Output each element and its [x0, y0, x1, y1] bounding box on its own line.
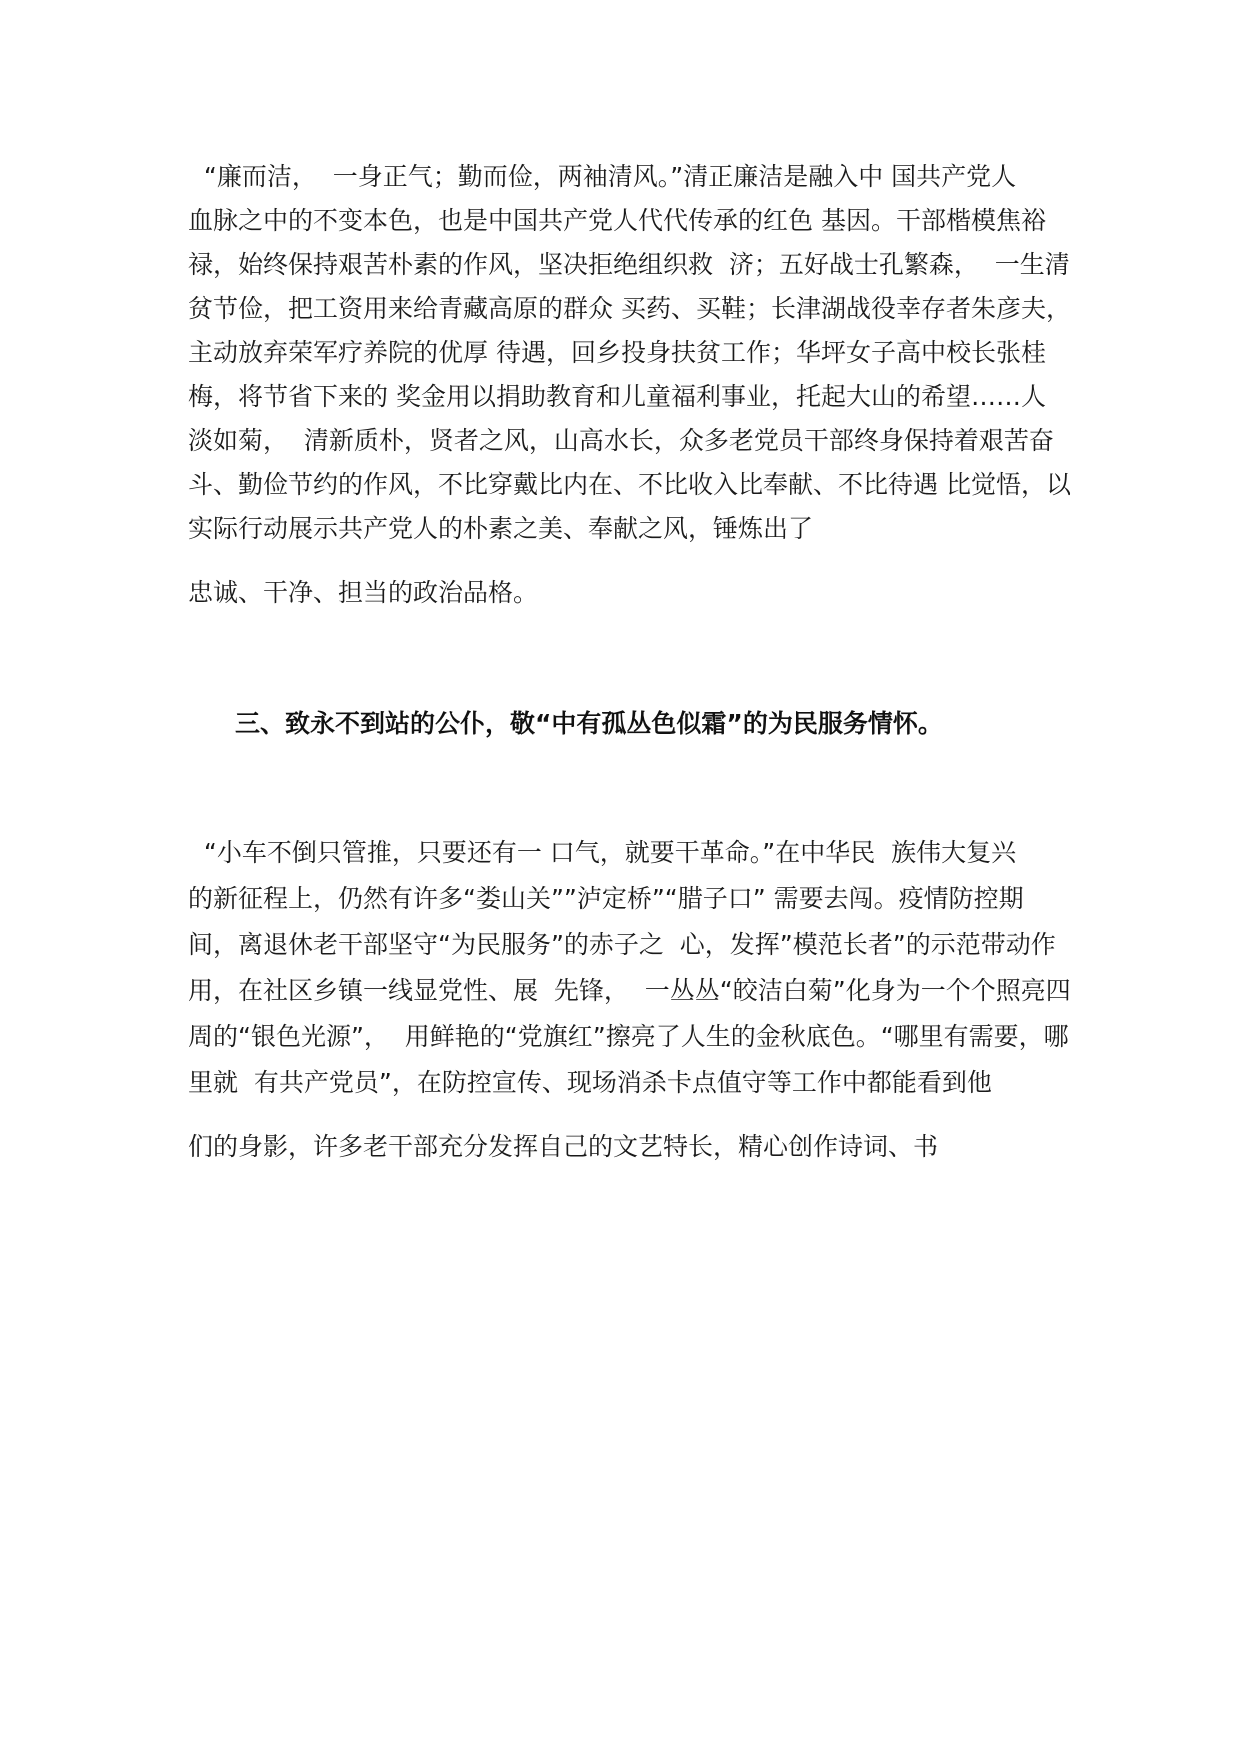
paragraph-2-line-4: 用，在社区乡镇一线显党性、展 先锋， 一丛丛“皎洁白菊”化身为一个个照亮四	[188, 976, 1071, 1005]
paragraph-1-line-8: 斗、勤俭节约的作风，不比穿戴比内在、不比收入比奉献、不比待遇 比觉悟，以	[188, 470, 1071, 499]
paragraph-2-line-2: 的新征程上，仍然有许多“娄山关””泸定桥”“腊子口” 需要去闯。疫情防控期	[188, 884, 1024, 913]
paragraph-2-line-5: 周的“银色光源”， 用鲜艳的“党旗红”擦亮了人生的金秋底色。“哪里有需要，哪	[188, 1022, 1069, 1051]
paragraph-1-line-4: 贫节俭，把工资用来给青藏高原的群众 买药、买鞋；长津湖战役幸存者朱彦夫，	[188, 294, 1071, 323]
paragraph-1-line-3: 禄，始终保持艰苦朴素的作风，坚决拒绝组织救 济；五好战士孔繁森， 一生清	[188, 250, 1070, 279]
paragraph-2-line-1: “小车不倒只管推，只要还有一 口气，就要干革命。”在中华民 族伟大复兴	[188, 838, 1017, 867]
paragraph-1-tail: 忠诚、干净、担当的政治品格。	[188, 578, 539, 607]
paragraph-2-line-3: 间，离退休老干部坚守“为民服务”的赤子之 心，发挥”模范长者”的示范带动作	[188, 930, 1056, 959]
paragraph-1-line-2: 血脉之中的不变本色，也是中国共产党人代代传承的红色 基因。干部楷模焦裕	[188, 206, 1046, 235]
section-heading-3: 三、致永不到站的公仆，敬“中有孤丛色似霜”的为民服务情怀。	[235, 709, 943, 738]
paragraph-1-line-6: 梅，将节省下来的 奖金用以捐助教育和儿童福利事业，托起大山的希望……人	[188, 382, 1046, 411]
paragraph-1-line-7: 淡如菊， 清新质朴，贤者之风，山高水长，众多老党员干部终身保持着艰苦奋	[188, 426, 1054, 455]
paragraph-1-line-1: “廉而洁， 一身正气；勤而俭，两袖清风。”清正廉洁是融入中 国共产党人	[188, 162, 1017, 191]
paragraph-1-line-5: 主动放弃荣军疗养院的优厚 待遇，回乡投身扶贫工作；华坪女子高中校长张桂	[188, 338, 1046, 367]
paragraph-2-line-6: 里就 有共产党员”，在防控宣传、现场消杀卡点值守等工作中都能看到他	[188, 1068, 992, 1097]
paragraph-1-line-9: 实际行动展示共产党人的朴素之美、奉献之风，锤炼出了	[188, 514, 814, 543]
paragraph-2-tail: 们的身影，许多老干部充分发挥自己的文艺特长，精心创作诗词、书	[188, 1132, 939, 1161]
